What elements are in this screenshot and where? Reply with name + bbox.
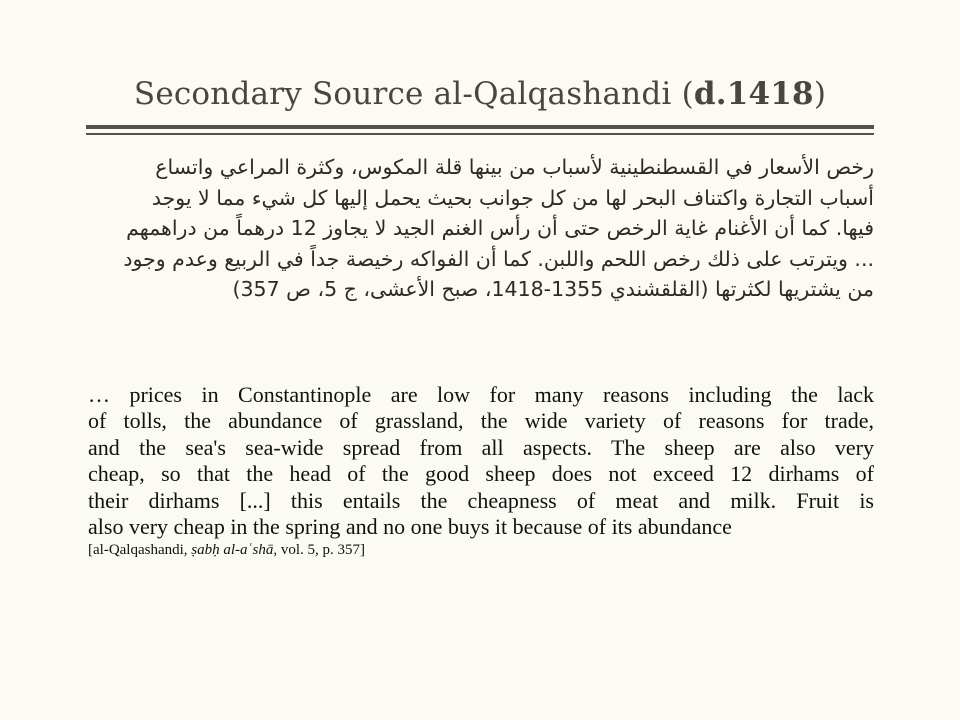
arabic-line: ... ويترتب على ذلك رخص اللحم واللبن. كما أن الفواكه رخيصة جداً في الربيع وعدم وجود xyxy=(123,246,874,271)
arabic-line: رخص الأسعار في القسطنطينية لأسباب من بينها قلة المكوس، وكثرة المراعي واتساع xyxy=(155,155,874,179)
title-death-date: d.1418 xyxy=(693,76,814,112)
slide-title xyxy=(86,76,874,112)
arabic-passage xyxy=(86,152,874,305)
citation-work: ṣabḥ al-aʿshā xyxy=(191,542,274,559)
translation-line: their dirhams [...] this entails the cheapness of meat and milk. Fruit is xyxy=(88,487,874,513)
title-rule-thin xyxy=(86,133,874,135)
translation-line: also very cheap in the spring and no one buys it because of its abundance xyxy=(88,514,732,540)
arabic-line: فيها. كما أن الأغنام غاية الرخص حتى أن رأس الغنم الجيد لا يجاوز 12 درهماً من دراهمهم xyxy=(126,216,874,240)
title-close: ) xyxy=(813,76,827,112)
arabic-line: أسباب التجارة واكتناف البحر لها من كل جوانب بحيث يحمل إليها كل شيء مما لا يوجد xyxy=(151,185,874,210)
citation xyxy=(88,540,874,560)
arabic-line: من يشتريها لكثرتها (القلقشندي 1355-1418، صبح الأعشى، ج 5، ص 357) xyxy=(232,277,874,301)
translation-line: of tolls, the abundance of grassland, the wide variety of reasons for trade, xyxy=(88,408,874,434)
english-translation xyxy=(88,382,874,560)
citation-prefix: [al-Qalqashandi, xyxy=(88,542,192,559)
translation-line: cheap, so that the head of the good sheep does not exceed 12 dirhams of xyxy=(88,461,874,487)
translation-line: … prices in Constantinople are low for many reasons including the lack xyxy=(88,382,874,407)
citation-suffix: , vol. 5, p. 357] xyxy=(273,542,366,559)
title-rule-thick xyxy=(86,125,874,129)
translation-line: and the sea's sea-wide spread from all aspects. The sheep are also very xyxy=(88,434,874,460)
title-main: Secondary Source al-Qalqashandi ( xyxy=(133,76,694,112)
